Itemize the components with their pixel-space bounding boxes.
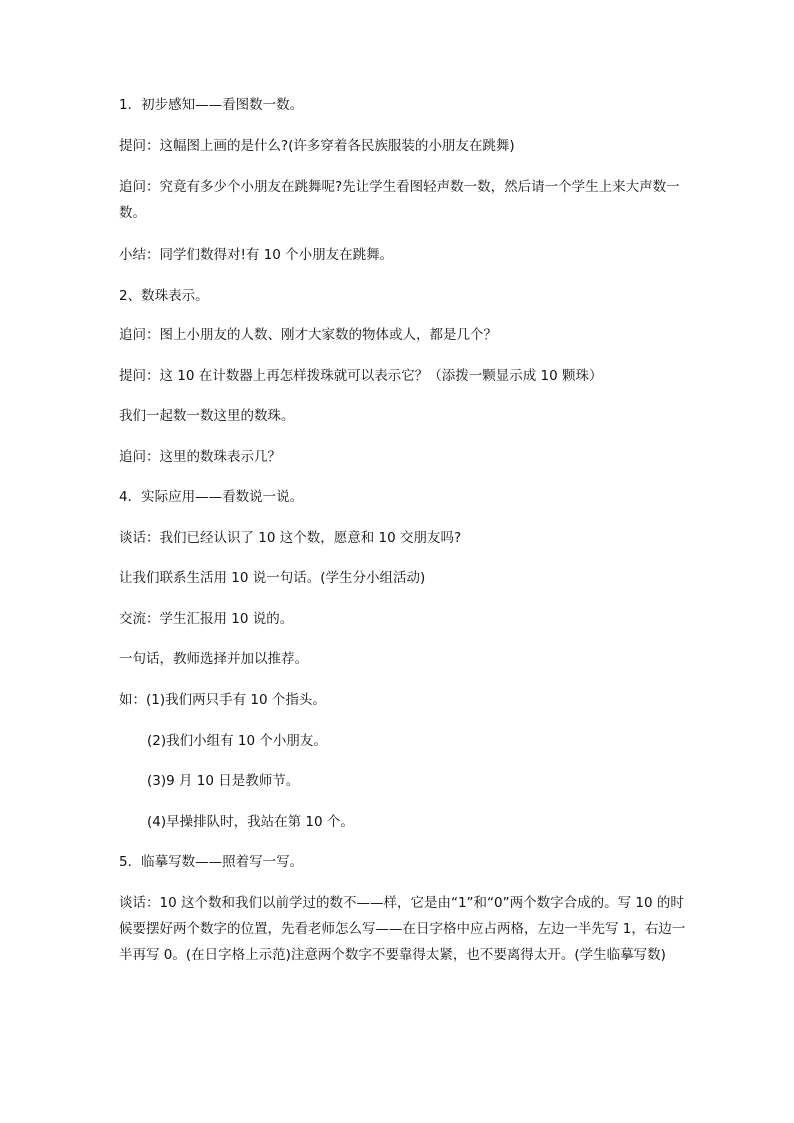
- paragraph-talk-friends: 谈话：我们已经认识了 10 这个数，愿意和 10 交朋友吗?: [119, 530, 462, 546]
- paragraph-group-activity: 让我们联系生活用 10 说一句话。(学生分小组活动): [119, 570, 426, 586]
- paragraph-writing-instructions: 谈话：10 这个数和我们以前学过的数不——样，它是由“1”和“0”两个数字合成的。写 10 的时候要摆好两个数字的位置，先看老师怎么写——在日字格中应占两格，左边一半先写 1，右边一半再写 0。(在日字格上示范)注意两个数字不要靠得太紧，也不要离得太开。(学生临摹写数): [119, 895, 686, 963]
- heading-initial-perception: 1．初步感知——看图数一数。: [119, 97, 304, 113]
- paragraph-summary: 小结：同学们数得对!有 10 个小朋友在跳舞。: [119, 247, 394, 263]
- heading-bead-representation: 2、数珠表示。: [119, 288, 209, 304]
- paragraph-follow-up-count: 追问：究竟有多少个小朋友在跳舞呢?先让学生看图轻声数一数，然后请一个学生上来大声数一数。: [119, 179, 680, 221]
- heading-copy-writing: 5．临摹写数——照着写一写。: [119, 854, 304, 870]
- paragraph-teacher-recommend: 一句话，教师选择并加以推荐。: [119, 651, 308, 667]
- example-item-2: (2)我们小组有 10 个小朋友。: [147, 733, 327, 749]
- paragraph-follow-up-how-many: 追问：图上小朋友的人数、刚才大家数的物体或人，都是几个？: [119, 327, 497, 343]
- heading-practical-application: 4．实际应用——看数说一说。: [119, 489, 304, 505]
- example-item-1: 如：(1)我们两只手有 10 个指头。: [119, 692, 326, 708]
- example-item-3: (3)9 月 10 日是教师节。: [147, 773, 300, 789]
- paragraph-count-beads: 我们一起数一数这里的数珠。: [119, 408, 295, 424]
- example-item-4: (4)早操排队时，我站在第 10 个。: [147, 814, 354, 830]
- paragraph-question-picture: 提问：这幅图上画的是什么?(许多穿着各民族服装的小朋友在跳舞): [119, 138, 515, 154]
- paragraph-follow-up-beads: 追问：这里的数珠表示几？: [119, 449, 281, 465]
- paragraph-exchange: 交流：学生汇报用 10 说的。: [119, 611, 294, 627]
- paragraph-question-counter: 提问：这 10 在计数器上再怎样拨珠就可以表示它？（添拨一颗显示成 10 颗珠）: [119, 368, 603, 384]
